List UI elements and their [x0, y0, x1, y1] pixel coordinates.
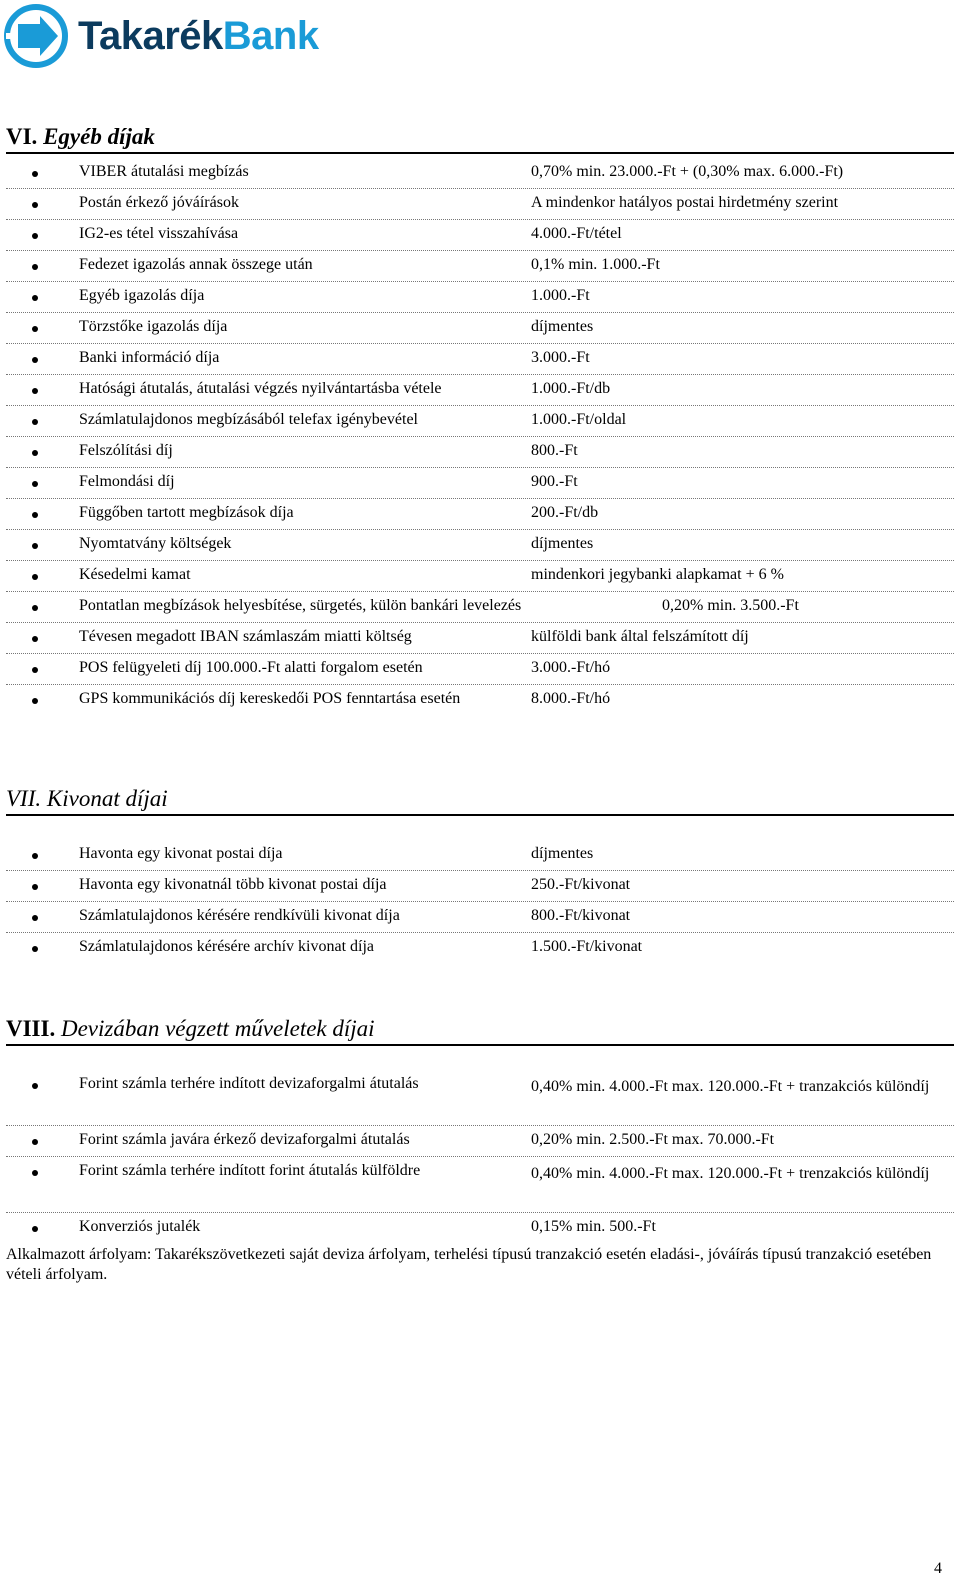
bullet-icon [32, 1139, 38, 1145]
bullet-icon [32, 357, 38, 363]
fee-label: GPS kommunikációs díj kereskedői POS fenntartása esetén [79, 690, 461, 707]
fee-row [6, 158, 954, 189]
fee-label: Számlatulajdonos megbízásából telefax igénybevétel [79, 411, 418, 428]
fee-row [6, 375, 954, 406]
section-kivonat-dijai [6, 786, 954, 964]
fee-label: Tévesen megadott IBAN számlaszám miatti költség [79, 628, 412, 645]
bullet-icon [32, 915, 38, 921]
page-number: 4 [934, 1560, 942, 1577]
fee-label: VIBER átutalási megbízás [79, 163, 249, 180]
fee-value: külföldi bank által felszámított díj [531, 628, 749, 645]
fee-label: Banki információ díja [79, 349, 220, 366]
fee-row [6, 685, 954, 716]
bullet-icon [32, 667, 38, 673]
fee-label: Forint számla terhére indított forint átutalás külföldre [79, 1162, 421, 1179]
fee-label: Fedezet igazolás annak összege után [79, 256, 313, 273]
fee-label: Postán érkező jóváírások [79, 194, 239, 211]
logo-text-bank: Bank [222, 13, 319, 58]
bullet-icon [32, 481, 38, 487]
fee-label: Forint számla terhére indított devizaforgalmi átutalás [79, 1075, 419, 1092]
fee-value: díjmentes [531, 535, 594, 552]
logo-text-takarek: Takarék [78, 13, 223, 58]
fee-value: A mindenkor hatályos postai hirdetmény szerint [531, 194, 839, 211]
fee-value: díjmentes [531, 845, 594, 862]
exchange-rate-note: Alkalmazott árfolyam: Takarékszövetkezeti saját deviza árfolyam, terhelési típusú tranzakció esetén eladási-, jóváírás típusú tranzakció esetében vételi árfolyam. [6, 1246, 932, 1283]
section-number: VI. [6, 124, 38, 149]
fee-row [6, 623, 954, 654]
fee-value: 0,70% min. 23.000.-Ft + (0,30% max. 6.000.-Ft) [531, 163, 844, 180]
fee-label: Függőben tartott megbízások díja [79, 504, 294, 521]
section-title-text: Kivonat díjai [46, 786, 168, 811]
fee-row [6, 1157, 954, 1213]
bullet-icon [32, 512, 38, 518]
fee-value: 1.000.-Ft/db [531, 380, 611, 397]
bullet-icon [32, 1083, 38, 1089]
fee-value: mindenkori jegybanki alapkamat + 6 % [531, 566, 784, 583]
fee-label: IG2-es tétel visszahívása [79, 225, 239, 242]
fee-value: 0,15% min. 500.-Ft [531, 1218, 656, 1235]
fee-label: Számlatulajdonos kérésére rendkívüli kivonat díja [79, 907, 400, 924]
fee-row [6, 1126, 954, 1157]
fee-value: 3.000.-Ft/hó [531, 659, 611, 676]
fee-label: Nyomtatvány költségek [79, 535, 232, 552]
bullet-icon [32, 605, 38, 611]
fee-value: 0,40% min. 4.000.-Ft max. 120.000.-Ft + trenzakciós különdíj [531, 1165, 930, 1182]
bullet-icon [32, 698, 38, 704]
fee-row [6, 530, 954, 561]
fee-value: 1.000.-Ft/oldal [531, 411, 627, 428]
fee-label: Egyéb igazolás díja [79, 287, 205, 304]
bullet-icon [32, 233, 38, 239]
bullet-icon [32, 419, 38, 425]
section-egyeb-dijak [6, 124, 954, 716]
section-title-text: Devizában végzett műveletek díjai [60, 1016, 375, 1041]
fee-value: 1.500.-Ft/kivonat [531, 938, 643, 955]
fee-value: 900.-Ft [531, 473, 578, 490]
fee-label: Késedelmi kamat [79, 566, 191, 583]
fee-label: Számlatulajdonos kérésére archív kivonat díja [79, 938, 375, 955]
takarekbank-logo [4, 4, 319, 68]
fee-label: Konverziós jutalék [79, 1218, 201, 1235]
section-number: VIII. [6, 1016, 56, 1041]
bullet-icon [32, 171, 38, 177]
fee-row [6, 189, 954, 220]
fee-value: 0,20% min. 2.500.-Ft max. 70.000.-Ft [531, 1131, 775, 1148]
fee-label: Törzstőke igazolás díja [79, 318, 228, 335]
fee-row [6, 1213, 954, 1244]
fee-row [6, 468, 954, 499]
fee-label: Hatósági átutalás, átutalási végzés nyilvántartásba vétele [79, 380, 442, 397]
fee-row [6, 902, 954, 933]
fee-label: Havonta egy kivonatnál több kivonat postai díja [79, 876, 387, 893]
fee-label: Pontatlan megbízások helyesbítése, sürgetés, külön bankári levelezés [79, 597, 522, 614]
fee-value: 800.-Ft [531, 442, 578, 459]
bullet-icon [32, 295, 38, 301]
fee-row [6, 406, 954, 437]
fee-value: 3.000.-Ft [531, 349, 590, 366]
fee-value: 0,1% min. 1.000.-Ft [531, 256, 660, 273]
bullet-icon [32, 884, 38, 890]
fee-row [6, 499, 954, 530]
fee-value: 1.000.-Ft [531, 287, 590, 304]
bullet-icon [32, 946, 38, 952]
section-title [6, 1016, 954, 1046]
fee-label: POS felügyeleti díj 100.000.-Ft alatti forgalom esetén [79, 659, 423, 676]
fee-value: 0,20% min. 3.500.-Ft [662, 597, 799, 614]
fee-label: Havonta egy kivonat postai díja [79, 845, 283, 862]
bullet-icon [32, 1170, 38, 1176]
bullet-icon [32, 636, 38, 642]
fee-row [6, 251, 954, 282]
fee-row [6, 840, 954, 871]
fee-label: Felszólítási díj [79, 442, 173, 459]
fee-row [6, 933, 954, 964]
fee-row [6, 282, 954, 313]
bullet-icon [32, 1226, 38, 1232]
fee-value: 8.000.-Ft/hó [531, 690, 611, 707]
bullet-icon [32, 326, 38, 332]
fee-value: 800.-Ft/kivonat [531, 907, 631, 924]
bullet-icon [32, 388, 38, 394]
section-deviza-muveletek [6, 1016, 954, 1244]
fee-row [6, 220, 954, 251]
fee-row [6, 344, 954, 375]
section-number: VII. [6, 786, 42, 811]
fee-row [6, 1070, 954, 1126]
bullet-icon [32, 202, 38, 208]
fee-row [6, 871, 954, 902]
fee-value: 0,40% min. 4.000.-Ft max. 120.000.-Ft + tranzakciós különdíj [531, 1078, 930, 1095]
bullet-icon [32, 543, 38, 549]
logo-wordmark [78, 14, 319, 59]
fee-row [6, 561, 954, 592]
bullet-icon [32, 450, 38, 456]
fee-value: 200.-Ft/db [531, 504, 599, 521]
fee-list [6, 158, 954, 716]
fee-row [6, 654, 954, 685]
fee-value: 250.-Ft/kivonat [531, 876, 631, 893]
fee-label: Felmondási díj [79, 473, 175, 490]
fee-value: díjmentes [531, 318, 594, 335]
section-title [6, 786, 954, 816]
fee-label: Forint számla javára érkező devizaforgalmi átutalás [79, 1131, 410, 1148]
fee-value: 4.000.-Ft/tétel [531, 225, 622, 242]
fee-row [6, 313, 954, 344]
fee-list [6, 1070, 954, 1244]
logo-arrow-icon [4, 4, 68, 68]
fee-list [6, 840, 954, 964]
fee-row [6, 592, 954, 623]
section-title-text: Egyéb díjak [43, 124, 155, 149]
bullet-icon [32, 853, 38, 859]
fee-row [6, 437, 954, 468]
bullet-icon [32, 574, 38, 580]
section-title [6, 124, 954, 154]
bullet-icon [32, 264, 38, 270]
